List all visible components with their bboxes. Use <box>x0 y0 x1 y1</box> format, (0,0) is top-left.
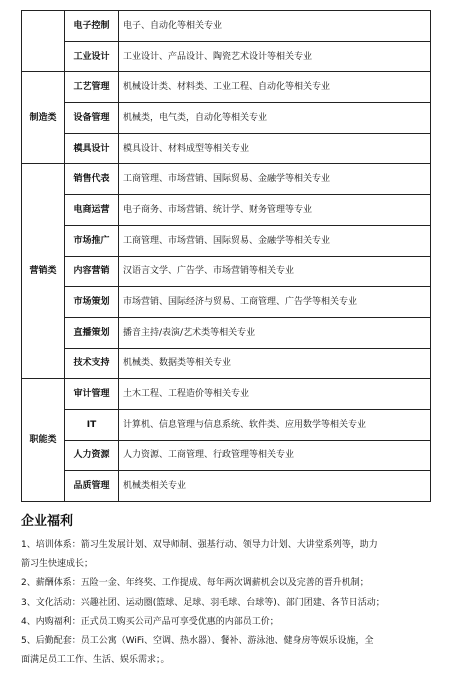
requirement-cell: 计算机、信息管理与信息系统、软件类、应用数学等相关专业 <box>119 409 431 440</box>
table-row <box>22 317 431 348</box>
table-row <box>22 11 431 42</box>
position-cell: 电商运营 <box>65 195 119 226</box>
welfare-line: 1、培训体系：箭习生发展计划、双导师制、强基行动、领导力计划、大讲堂系列等，助力 <box>21 540 378 550</box>
position-cell: 内容营销 <box>65 256 119 287</box>
welfare-line: 4、内购福利：正式员工购买公司产品可享受优惠的内部员工价； <box>21 616 279 627</box>
welfare-line: 面满足员工工作、生活、娱乐需求；。 <box>21 655 170 666</box>
position-cell: 模具设计 <box>65 133 119 164</box>
position-cell: 设备管理 <box>65 103 119 134</box>
requirement-cell: 市场营销、国际经济与贸易、工商管理、广告学等相关专业 <box>119 287 431 318</box>
position-cell: 直播策划 <box>65 317 119 348</box>
job-table-body <box>22 11 431 502</box>
job-requirements-table <box>21 10 431 502</box>
category-cell: 制造类 <box>22 72 65 164</box>
position-cell: 销售代表 <box>65 164 119 195</box>
position-cell: 品质管理 <box>65 471 119 502</box>
requirement-cell: 机械类，电气类，自动化等相关专业 <box>119 103 431 134</box>
table-row <box>22 133 431 164</box>
table-row <box>22 287 431 318</box>
table-row <box>22 409 431 440</box>
position-cell: 审计管理 <box>65 379 119 410</box>
table-row <box>22 164 431 195</box>
requirement-cell: 电子商务、市场营销、统计学、财务管理等专业 <box>119 195 431 226</box>
welfare-line: 箭习生快速成长； <box>21 559 94 570</box>
table-row <box>22 41 431 72</box>
table-row <box>22 348 431 379</box>
welfare-section <box>21 514 441 670</box>
category-cell <box>22 11 65 72</box>
requirement-cell: 汉语言文学、广告学、市场营销等相关专业 <box>119 256 431 287</box>
position-cell: 工业设计 <box>65 41 119 72</box>
position-cell: 市场策划 <box>65 287 119 318</box>
requirement-cell: 工商管理、市场营销、国际贸易、金融学等相关专业 <box>119 225 431 256</box>
requirement-cell: 工业设计、产品设计、陶瓷艺术设计等相关专业 <box>119 41 431 72</box>
category-cell: 营销类 <box>22 164 65 379</box>
requirement-cell: 电子、自动化等相关专业 <box>119 11 431 42</box>
welfare-line: 5、后勤配套：员工公寓（WiFi、空调、热水器）、餐补、游泳池、健身房等娱乐设施，全 <box>21 636 374 647</box>
welfare-line: 3、文化活动：兴趣社团、运动圈(篮球、足球、羽毛球、台球等)、部门团建、各节日活动； <box>21 597 385 608</box>
welfare-title: 企业福利 <box>21 514 74 529</box>
table-row <box>22 256 431 287</box>
table-row <box>22 379 431 410</box>
position-cell: 工艺管理 <box>65 72 119 103</box>
requirement-cell: 人力资源、工商管理、行政管理等相关专业 <box>119 440 431 471</box>
table-row <box>22 471 431 502</box>
requirement-cell: 工商管理、市场营销、国际贸易、金融学等相关专业 <box>119 164 431 195</box>
table-row <box>22 225 431 256</box>
requirement-cell: 模具设计、材料成型等相关专业 <box>119 133 431 164</box>
welfare-line: 2、薪酬体系：五险一金、年终奖、工作提成、每年两次调薪机会以及完善的晋升机制； <box>21 578 369 589</box>
table-row <box>22 103 431 134</box>
requirement-cell: 机械设计类、材料类、工业工程、自动化等相关专业 <box>119 72 431 103</box>
position-cell: 电子控制 <box>65 11 119 42</box>
requirement-cell: 机械类、数据类等相关专业 <box>119 348 431 379</box>
position-cell: 市场推广 <box>65 225 119 256</box>
table-row <box>22 440 431 471</box>
table-row <box>22 72 431 103</box>
position-cell: IT <box>65 409 119 440</box>
requirement-cell: 机械类相关专业 <box>119 471 431 502</box>
requirement-cell: 播音主持/表演/艺术类等相关专业 <box>119 317 431 348</box>
requirement-cell: 土木工程、工程造价等相关专业 <box>119 379 431 410</box>
table-row <box>22 195 431 226</box>
position-cell: 技术支持 <box>65 348 119 379</box>
position-cell: 人力资源 <box>65 440 119 471</box>
category-cell: 职能类 <box>22 379 65 502</box>
